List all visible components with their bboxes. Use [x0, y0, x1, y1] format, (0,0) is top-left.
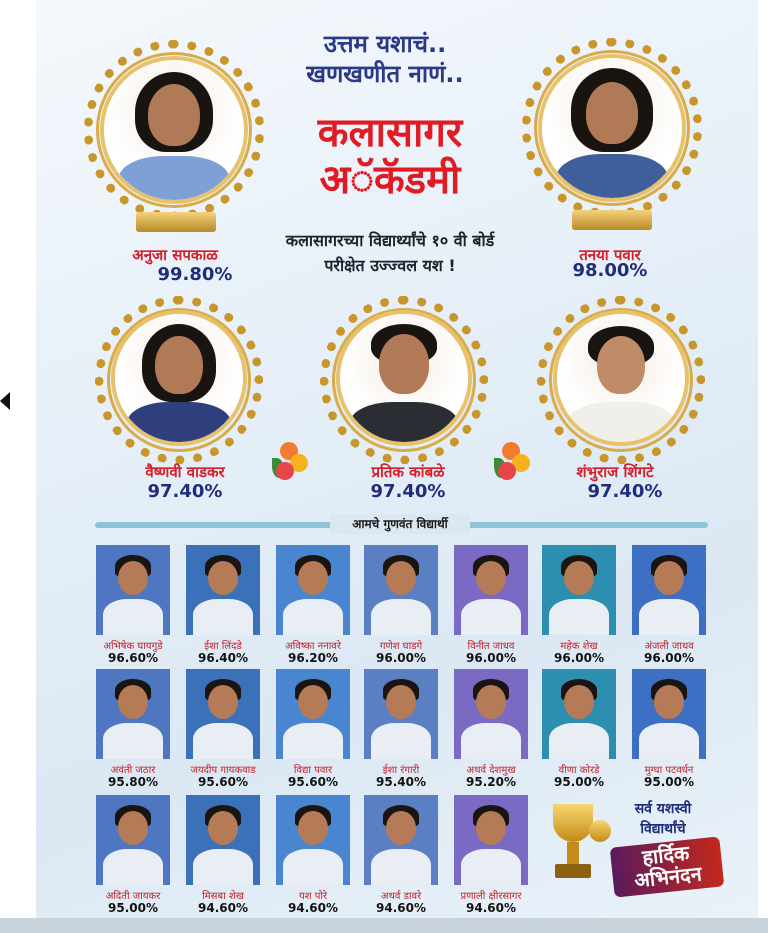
student-photo	[364, 795, 438, 885]
student-percent: 96.60%	[108, 651, 158, 665]
student-name: अभिषेक घायगुडे	[103, 641, 163, 652]
student-name: अदिती जायकर	[105, 891, 161, 902]
student-name: वीणा कोरडे	[558, 765, 600, 776]
student-name: यश पोरे	[298, 891, 328, 902]
top-student-card	[95, 296, 275, 466]
top-student-card	[320, 296, 500, 466]
student-photo	[115, 314, 243, 442]
student-percent: 96.00%	[554, 651, 604, 665]
student-photo	[454, 795, 528, 885]
student-percent: 95.60%	[288, 775, 338, 789]
top-student-name: अनुजा सपकाळ	[132, 246, 218, 264]
top-student-percent: 97.40%	[587, 481, 663, 502]
congrats-line2: विद्यार्थांचे	[640, 821, 686, 837]
student-percent: 95.00%	[108, 901, 158, 915]
student-photo	[340, 314, 468, 442]
student-photo	[632, 545, 706, 635]
gold-ribbon	[136, 212, 216, 232]
student-percent: 95.00%	[554, 775, 604, 789]
top-student-card	[84, 40, 264, 230]
headline-line2: खणखणीत नाणं..	[306, 60, 464, 88]
student-photo	[454, 669, 528, 759]
headline-line1: उत्तम यशाचं..	[323, 30, 447, 58]
top-student-name: प्रतिक कांबळे	[371, 463, 445, 481]
student-photo	[96, 669, 170, 759]
student-name: विद्या पवार	[293, 765, 333, 776]
student-photo	[542, 545, 616, 635]
student-percent: 95.80%	[108, 775, 158, 789]
congrats-line1: सर्व यशस्वी	[634, 801, 692, 817]
student-percent: 95.00%	[644, 775, 694, 789]
top-student-percent: 97.40%	[147, 481, 223, 502]
student-percent: 95.40%	[376, 775, 426, 789]
student-percent: 95.20%	[466, 775, 516, 789]
student-name: अंजली जाधव	[644, 641, 694, 652]
top-student-name: वैष्णवी वाडकर	[145, 463, 225, 481]
student-name: मिसबा शेख	[202, 891, 244, 902]
subtitle-line1: कलासागरच्या विद्यार्थ्यांचे १० वी बोर्ड	[285, 231, 495, 250]
student-photo	[96, 545, 170, 635]
student-photo	[186, 545, 260, 635]
student-photo	[542, 58, 682, 198]
student-photo	[364, 669, 438, 759]
top-student-percent: 98.00%	[572, 260, 648, 281]
student-photo	[276, 545, 350, 635]
flower-bouquet-icon	[492, 440, 532, 488]
flower-bouquet-icon	[270, 440, 310, 488]
student-name: विनीत जाधव	[467, 641, 515, 652]
student-name: अथर्व डावरे	[380, 891, 422, 902]
student-photo	[557, 314, 685, 442]
left-arrow-icon	[0, 392, 10, 410]
student-photo	[276, 795, 350, 885]
student-name: महेक शेख	[560, 641, 598, 652]
top-student-name: तनया पवार	[579, 246, 641, 264]
congrats-banner: हार्दिक अभिनंदन	[610, 836, 725, 897]
trophy-icon	[547, 800, 609, 886]
student-photo	[542, 669, 616, 759]
student-photo	[186, 669, 260, 759]
student-percent: 94.60%	[376, 901, 426, 915]
student-photo	[186, 795, 260, 885]
academy-name-line1: कलासागर	[317, 110, 463, 156]
student-name: गणेश घाडगे	[379, 641, 423, 652]
student-photo	[364, 545, 438, 635]
student-name: मुग्धा पटवर्धन	[644, 765, 694, 776]
student-percent: 94.60%	[288, 901, 338, 915]
student-name: अथर्व देशमुख	[466, 765, 516, 776]
top-student-percent: 99.80%	[157, 264, 233, 285]
student-name: ईशा रंगारी	[382, 765, 420, 776]
student-name: अविष्का ननावरे	[285, 641, 341, 652]
student-percent: 96.40%	[198, 651, 248, 665]
student-photo	[276, 669, 350, 759]
student-percent: 94.60%	[466, 901, 516, 915]
top-student-card	[522, 38, 702, 228]
student-percent: 96.20%	[288, 651, 338, 665]
student-name: प्रणाली क्षीरसागर	[460, 891, 522, 902]
student-percent: 94.60%	[198, 901, 248, 915]
top-student-percent: 97.40%	[370, 481, 446, 502]
gold-ribbon	[572, 210, 652, 230]
subtitle-line2: परीक्षेत उज्ज्वल यश !	[324, 256, 456, 275]
student-photo	[104, 60, 244, 200]
student-photo	[96, 795, 170, 885]
student-percent: 96.00%	[644, 651, 694, 665]
top-student-name: शंभुराज शिंगटे	[576, 463, 654, 481]
student-photo	[454, 545, 528, 635]
bottom-strip	[0, 918, 768, 933]
student-percent: 96.00%	[466, 651, 516, 665]
academy-name-line2: अॅकॅडमी	[319, 157, 461, 203]
student-photo	[632, 669, 706, 759]
student-percent: 96.00%	[376, 651, 426, 665]
student-name: जयदीप गायकवाड	[190, 765, 256, 776]
student-percent: 95.60%	[198, 775, 248, 789]
top-student-card	[537, 296, 717, 466]
student-name: ईशा लिंदडे	[204, 641, 242, 652]
section-title: आमचे गुणवंत विद्यार्थी	[330, 514, 470, 534]
student-name: अवंती जठार	[110, 765, 156, 776]
